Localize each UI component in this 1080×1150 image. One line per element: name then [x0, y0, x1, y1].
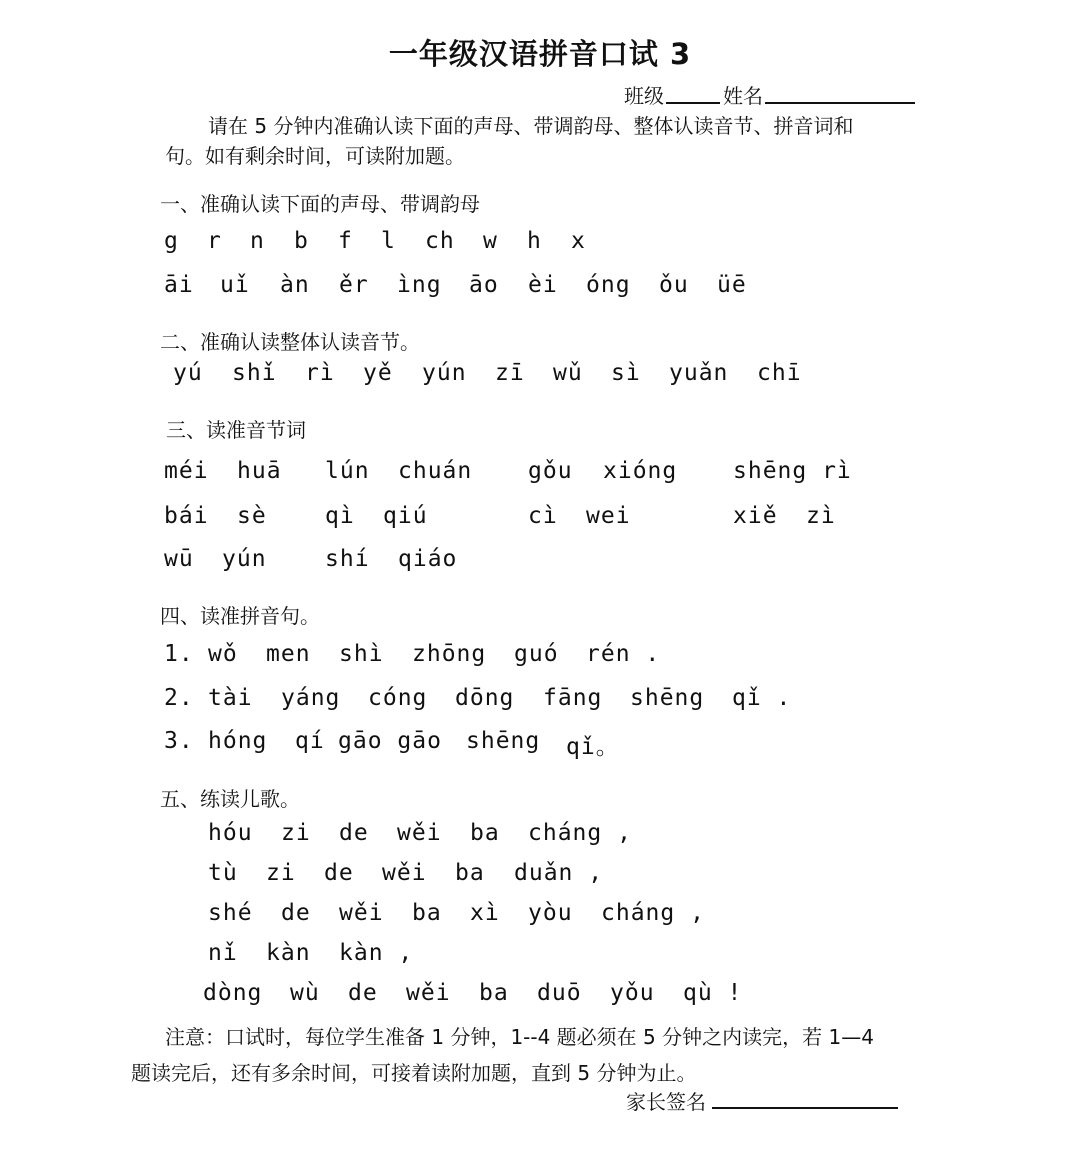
- rhyme-syllable: ba: [455, 860, 485, 886]
- final: āi: [164, 272, 194, 298]
- sentence-syllable: tài: [208, 685, 253, 711]
- rhyme-syllable: wěi: [382, 860, 427, 886]
- consonant: r: [207, 228, 222, 254]
- class-label: 班级: [624, 84, 664, 108]
- consonant: b: [294, 228, 309, 254]
- rhyme-syllable: zi: [281, 820, 311, 846]
- syllable: yě: [363, 360, 393, 386]
- rhyme-syllable: xì: [470, 900, 500, 926]
- consonant: g: [164, 228, 179, 254]
- word-syllable: wei: [586, 503, 631, 529]
- rhyme-syllable: cháng ,: [528, 820, 632, 846]
- sentence-syllable: fāng: [543, 685, 603, 711]
- syllable: yún: [422, 360, 467, 386]
- syllable: sì: [611, 360, 641, 386]
- final: óng: [586, 272, 631, 298]
- sentence-syllable: hóng: [208, 728, 268, 754]
- sentence-syllable: zhōng: [412, 641, 487, 667]
- sentence-syllable: shēng: [466, 728, 541, 754]
- rhyme-syllable: nǐ: [208, 940, 238, 966]
- word-syllable: huā: [237, 458, 282, 484]
- sentence-syllable: yáng: [281, 685, 341, 711]
- rhyme-syllable: de: [348, 980, 378, 1006]
- rhyme-syllable: tù: [208, 860, 238, 886]
- final: üē: [717, 272, 747, 298]
- word-syllable: xiě: [733, 503, 778, 529]
- final: āo: [469, 272, 499, 298]
- syllable: shǐ: [232, 360, 277, 386]
- rhyme-syllable: wěi: [406, 980, 451, 1006]
- word-syllable: gǒu: [528, 458, 573, 484]
- sentence-syllable: cóng: [368, 685, 428, 711]
- rhyme-syllable: kàn: [266, 940, 311, 966]
- final: èi: [528, 272, 558, 298]
- syllable: rì: [305, 360, 335, 386]
- sentence-syllable: men: [266, 641, 311, 667]
- consonant: l: [381, 228, 396, 254]
- section-5-title: 五、练读儿歌。: [160, 787, 300, 811]
- note-line-2: 题读完后，还有多余时间，可接着读附加题，直到 5 分钟为止。: [131, 1061, 697, 1085]
- rhyme-syllable: zi: [266, 860, 296, 886]
- rhyme-syllable: wù: [290, 980, 320, 1006]
- final: ěr: [339, 272, 369, 298]
- word-syllable: cì: [528, 503, 558, 529]
- sentence-number: 1.: [164, 641, 194, 667]
- rhyme-syllable: dòng: [203, 980, 263, 1006]
- word-syllable: xióng: [603, 458, 678, 484]
- parent-signature-label: 家长签名: [626, 1090, 706, 1114]
- sentence-syllable: qǐ。: [566, 734, 620, 760]
- sentence-syllable: qǐ .: [732, 685, 792, 711]
- word-syllable: zì: [806, 503, 836, 529]
- consonant: w: [483, 228, 498, 254]
- name-label: 姓名: [723, 84, 763, 108]
- sentence-syllable: shēng: [630, 685, 705, 711]
- word-syllable: chuán: [398, 458, 473, 484]
- rhyme-syllable: kàn ,: [339, 940, 414, 966]
- rhyme-syllable: shé: [208, 900, 253, 926]
- sentence-number: 2.: [164, 685, 194, 711]
- sentence-syllable: dōng: [455, 685, 515, 711]
- final: ǒu: [659, 272, 689, 298]
- rhyme-syllable: ba: [479, 980, 509, 1006]
- word-syllable: lún: [325, 458, 370, 484]
- rhyme-syllable: cháng ,: [601, 900, 705, 926]
- sentence-syllable: qí: [295, 728, 325, 754]
- rhyme-syllable: de: [324, 860, 354, 886]
- section-2-title: 二、准确认读整体认读音节。: [160, 330, 420, 354]
- syllable: wǔ: [553, 360, 583, 386]
- sentence-syllable: gāo gāo: [338, 728, 442, 754]
- rhyme-syllable: ba: [470, 820, 500, 846]
- consonant: f: [338, 228, 353, 254]
- section-4-title: 四、读准拼音句。: [160, 604, 320, 628]
- name-blank: [765, 102, 915, 104]
- rhyme-syllable: yòu: [528, 900, 573, 926]
- syllable: yú: [173, 360, 203, 386]
- final: uǐ: [220, 272, 250, 298]
- consonant: ch: [425, 228, 455, 254]
- page-title: 一年级汉语拼音口试 3: [388, 37, 692, 71]
- word-syllable: sè: [237, 503, 267, 529]
- instructions-line-2: 句。如有剩余时间，可读附加题。: [165, 144, 465, 168]
- final: ìng: [397, 272, 442, 298]
- note-line-1: 注意：口试时，每位学生准备 1 分钟，1--4 题必须在 5 分钟之内读完，若 1—4: [165, 1025, 874, 1049]
- rhyme-syllable: ba: [412, 900, 442, 926]
- rhyme-syllable: wěi: [397, 820, 442, 846]
- rhyme-syllable: de: [339, 820, 369, 846]
- syllable: chī: [757, 360, 802, 386]
- rhyme-syllable: yǒu: [610, 980, 655, 1006]
- rhyme-syllable: duō: [537, 980, 582, 1006]
- word-syllable: qì: [325, 503, 355, 529]
- word-syllable: qiáo: [398, 546, 458, 572]
- word-syllable: qiú: [383, 503, 428, 529]
- syllable: zī: [495, 360, 525, 386]
- word-syllable: shí: [325, 546, 370, 572]
- consonant: x: [571, 228, 586, 254]
- rhyme-syllable: de: [281, 900, 311, 926]
- instructions-line-1: 请在 5 分钟内准确认读下面的声母、带调韵母、整体认读音节、拼音词和: [208, 114, 854, 138]
- word-syllable: wū: [164, 546, 194, 572]
- sentence-syllable: shì: [339, 641, 384, 667]
- final: àn: [280, 272, 310, 298]
- sentence-syllable: rén .: [586, 641, 661, 667]
- section-3-title: 三、读准音节词: [166, 418, 306, 442]
- sentence-syllable: wǒ: [208, 641, 238, 667]
- consonant: n: [250, 228, 265, 254]
- word-syllable: bái: [164, 503, 209, 529]
- word-syllable: méi: [164, 458, 209, 484]
- class-blank: [666, 102, 720, 104]
- rhyme-syllable: wěi: [339, 900, 384, 926]
- sentence-number: 3.: [164, 728, 194, 754]
- sentence-syllable: guó: [514, 641, 559, 667]
- parent-signature-blank: [712, 1107, 898, 1109]
- rhyme-syllable: hóu: [208, 820, 253, 846]
- consonant: h: [527, 228, 542, 254]
- word-syllable: yún: [222, 546, 267, 572]
- word-syllable: shēng rì: [733, 458, 852, 484]
- rhyme-syllable: qù !: [683, 980, 743, 1006]
- section-1-title: 一、准确认读下面的声母、带调韵母: [160, 192, 480, 216]
- syllable: yuǎn: [669, 360, 729, 386]
- rhyme-syllable: duǎn ,: [514, 860, 604, 886]
